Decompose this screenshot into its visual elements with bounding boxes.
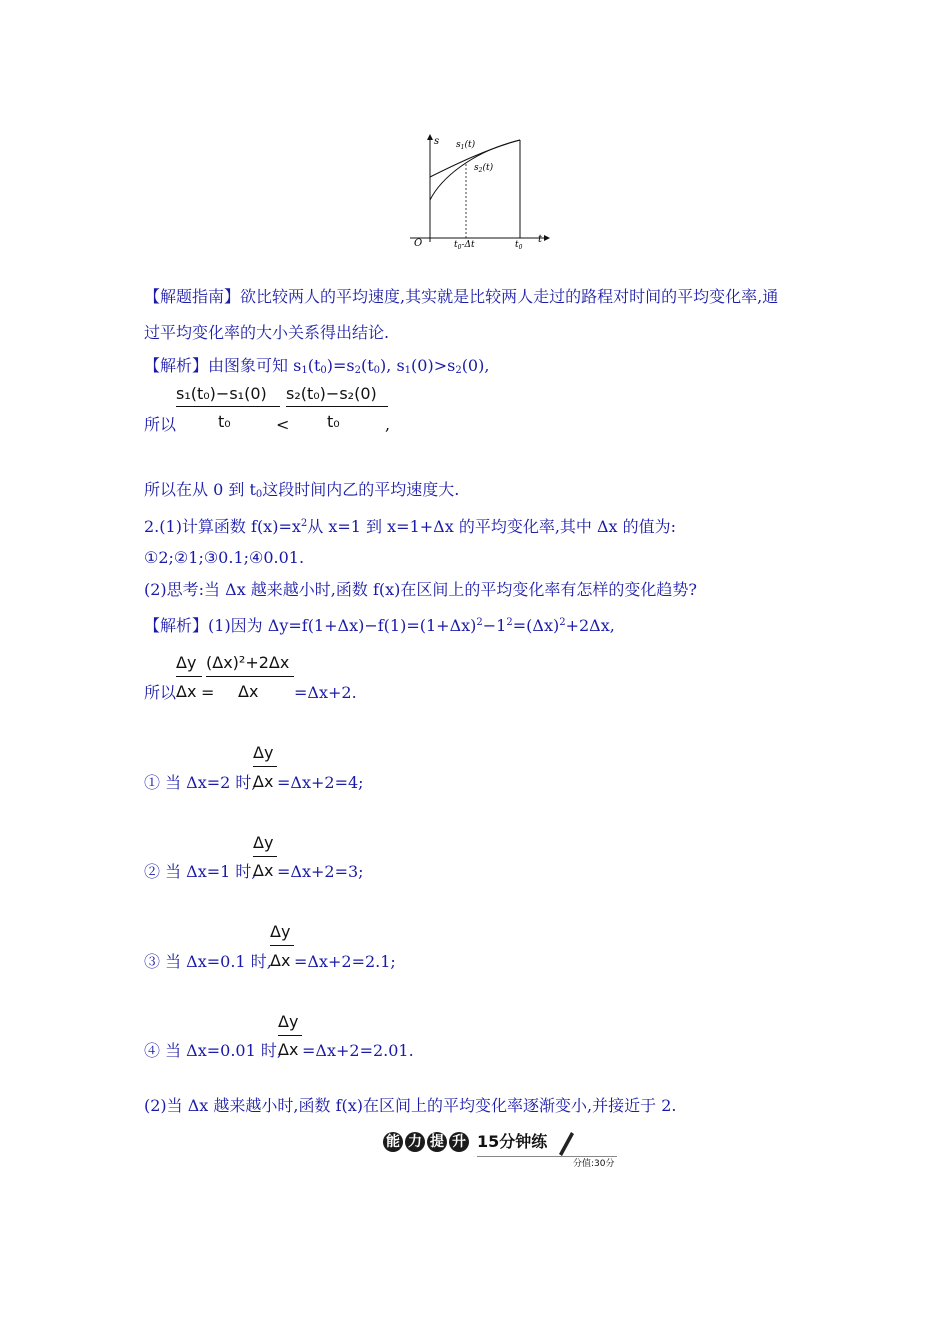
fraction-equals: = <box>201 683 215 702</box>
case-result: =Δx+2=3; <box>277 862 364 881</box>
origin-label: O <box>414 238 423 249</box>
less-than-sign: < <box>276 415 290 434</box>
fraction-a-denominator: Δx <box>176 682 197 701</box>
guide-label: 【解题指南】 <box>144 287 241 306</box>
banner-tail: 15分钟练 <box>477 1132 548 1151</box>
fraction-a-bar <box>176 676 202 677</box>
case-result: =Δx+2=4; <box>277 773 364 792</box>
analysis1-line: 【解析】由图象可知 $s_1(t_0)=s_2(t_0)$, $s_1(0)>s_2(0)$, <box>144 356 490 376</box>
fraction1-denominator: t₀ <box>218 412 231 431</box>
case-prefix: ④ 当 Δx=0.01 时, <box>144 1041 282 1060</box>
fraction-a-numerator: Δy <box>176 653 197 672</box>
case-bar <box>253 766 277 767</box>
banner-underline <box>477 1156 617 1157</box>
case-prefix: ① 当 Δx=2 时, <box>144 773 257 792</box>
pen-icon <box>555 1130 575 1156</box>
q2-line-1: 2.(1)计算函数 $f(x)=x^2$从 x=1 到 x=1+Δx 的平均变化率,其中 Δx 的值为: <box>144 517 677 536</box>
case-result: =Δx+2=2.01. <box>302 1041 414 1060</box>
case-numerator: Δy <box>270 922 291 941</box>
banner-score: 分值:30分 <box>573 1159 615 1169</box>
analysis1-conclusion: 所以在从 0 到 $t_0$这段时间内乙的平均速度大. <box>144 480 460 500</box>
case-denominator: Δx <box>253 861 274 880</box>
case-numerator: Δy <box>253 743 274 762</box>
guide-line-1 <box>144 287 778 307</box>
case-numerator: Δy <box>278 1012 299 1031</box>
case-result: =Δx+2=2.1; <box>294 952 396 971</box>
case-prefix: ② 当 Δx=1 时, <box>144 862 257 881</box>
fraction1-numerator: s₁(t₀)−s₁(0) <box>176 384 267 403</box>
case-bar <box>253 856 277 857</box>
analysis2-label: 【解析】 <box>144 616 209 635</box>
axis-label-t: t <box>538 234 543 245</box>
case-numerator: Δy <box>253 833 274 852</box>
guide-text-1: 欲比较两人的平均速度,其实就是比较两人走过的路程对时间的平均变化率,通 <box>240 287 779 306</box>
s-axis-arrow <box>427 134 433 140</box>
section-banner <box>383 1130 623 1174</box>
fraction-b-numerator: (Δx)²+2Δx <box>206 653 290 672</box>
case-denominator: Δx <box>270 951 291 970</box>
tick-label-t0-dt: $t_0-\Delta t$ <box>454 240 475 251</box>
analysis2-so: 所以 <box>144 683 177 702</box>
q2-line-3: (2)思考:当 Δx 越来越小时,函数 f(x)在区间上的平均变化率有怎样的变化趋势? <box>144 580 697 599</box>
banner-char: 提 <box>427 1132 447 1152</box>
fraction2-denominator: t₀ <box>327 412 340 431</box>
final-conclusion: (2)当 Δx 越来越小时,函数 f(x)在区间上的平均变化率逐渐变小,并接近于 2. <box>144 1096 677 1115</box>
analysis2-result: =Δx+2. <box>294 683 357 702</box>
s-t-graph <box>400 130 560 255</box>
curve2-label: $s_2(t)$ <box>474 163 494 174</box>
analysis1-label: 【解析】 <box>144 356 209 375</box>
fraction-comma: , <box>385 415 391 434</box>
t-axis-arrow <box>544 235 550 241</box>
q2-line-2: ①2;②1;③0.1;④0.01. <box>144 548 305 567</box>
case-denominator: Δx <box>253 772 274 791</box>
case-prefix: ③ 当 Δx=0.1 时, <box>144 952 272 971</box>
case-bar <box>278 1035 302 1036</box>
case-bar <box>270 945 294 946</box>
case-denominator: Δx <box>278 1040 299 1059</box>
banner-char: 力 <box>405 1132 425 1152</box>
fraction1-bar <box>176 406 280 407</box>
analysis1-so: 所以 <box>144 415 177 434</box>
guide-line-2: 过平均变化率的大小关系得出结论. <box>144 323 390 342</box>
banner-char: 能 <box>383 1132 403 1152</box>
tick-label-t0: $t_0$ <box>515 240 523 251</box>
fraction-b-denominator: Δx <box>238 682 259 701</box>
axis-label-s: s <box>434 136 440 147</box>
banner-char: 升 <box>449 1132 469 1152</box>
fraction2-bar <box>286 406 388 407</box>
analysis2-line: 【解析】(1)因为 $\Delta y=f(1+\Delta x)-f(1)=(1+\Delta x)^2-1^2=(\Delta x)^2+2\Delta x$, <box>144 616 615 635</box>
curve1-label: $s_1(t)$ <box>456 140 476 151</box>
fraction2-numerator: s₂(t₀)−s₂(0) <box>286 384 377 403</box>
fraction-b-bar <box>206 676 294 677</box>
